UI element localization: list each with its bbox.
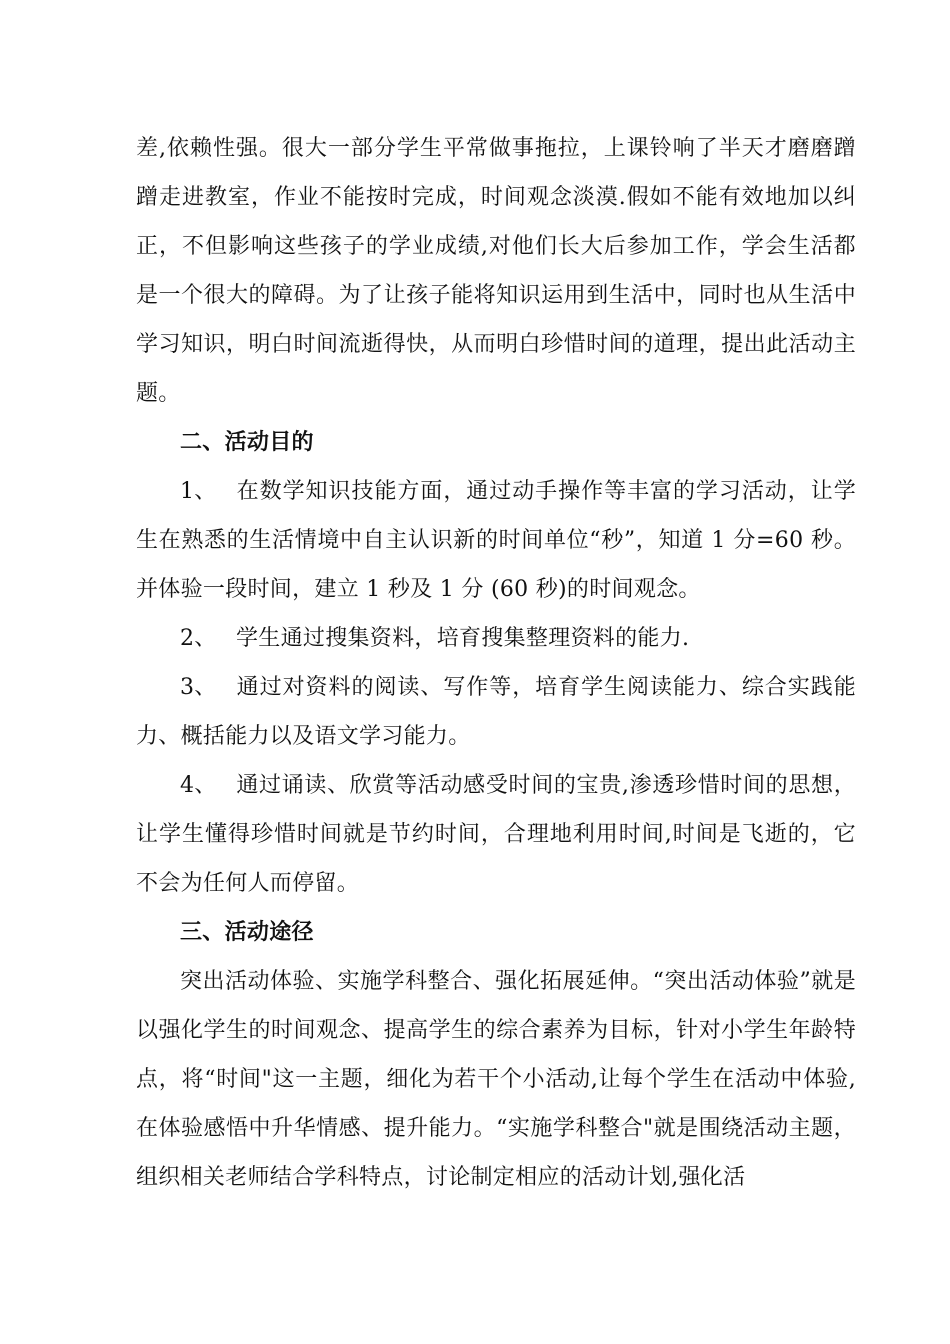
objective-item-text: 学生通过搜集资料，培育搜集整理资料的能力.: [236, 626, 690, 651]
objective-item-number: 4、: [180, 773, 217, 798]
objective-item-4: [136, 761, 856, 908]
objective-item-2: [136, 614, 856, 663]
intro-paragraph: 差,依赖性强。很大一部分学生平常做事拖拉，上课铃响了半天才磨磨蹭蹭走进教室，作业不能按时完成，时间观念淡漠.假如不能有效地加以纠正，不但影响这些孩子的学业成绩,对他们长大后参加工作，学会生活都是一个很大的障碍。为了让孩子能将知识运用到生活中，同时也从生活中学习知识，明白时间流逝得快，从而明白珍惜时间的道理，提出此活动主题。: [136, 136, 856, 406]
document-body: [136, 124, 856, 1202]
section-heading-approaches: 三、活动途径: [180, 919, 314, 945]
approaches-paragraph: 突出活动体验、实施学科整合、强化拓展延伸。“突出活动体验”就是以强化学生的时间观念、提高学生的综合素养为目标，针对小学生年龄特点，将“时间"这一主题，细化为若干个小活动,让每个学生在活动中体验,在体验感悟中升华情感、提升能力。“实施学科整合"就是围绕活动主题，组织相关老师结合学科特点，讨论制定相应的活动计划,强化活: [136, 969, 856, 1190]
objective-item-1: [136, 467, 856, 614]
objective-item-number: 3、: [180, 675, 217, 700]
section-heading-objectives: 二、活动目的: [180, 429, 314, 455]
objective-item-number: 2、: [180, 626, 217, 651]
objective-item-text: 在数学知识技能方面，通过动手操作等丰富的学习活动，让学生在熟悉的生活情境中自主认识新的时间单位“秒”，知道 1 分=60 秒。并体验一段时间，建立 1 秒及 1 分 (60 秒)的时间观念。: [136, 479, 856, 602]
objective-item-text: 通过对资料的阅读、写作等，培育学生阅读能力、综合实践能力、概括能力以及语文学习能力。: [136, 675, 856, 749]
objective-item-number: 1、: [180, 479, 217, 504]
objective-item-text: 通过诵读、欣赏等活动感受时间的宝贵,渗透珍惜时间的思想，让学生懂得珍惜时间就是节约时间，合理地利用时间,时间是飞逝的，它不会为任何人而停留。: [136, 773, 856, 896]
objective-item-3: [136, 663, 856, 761]
